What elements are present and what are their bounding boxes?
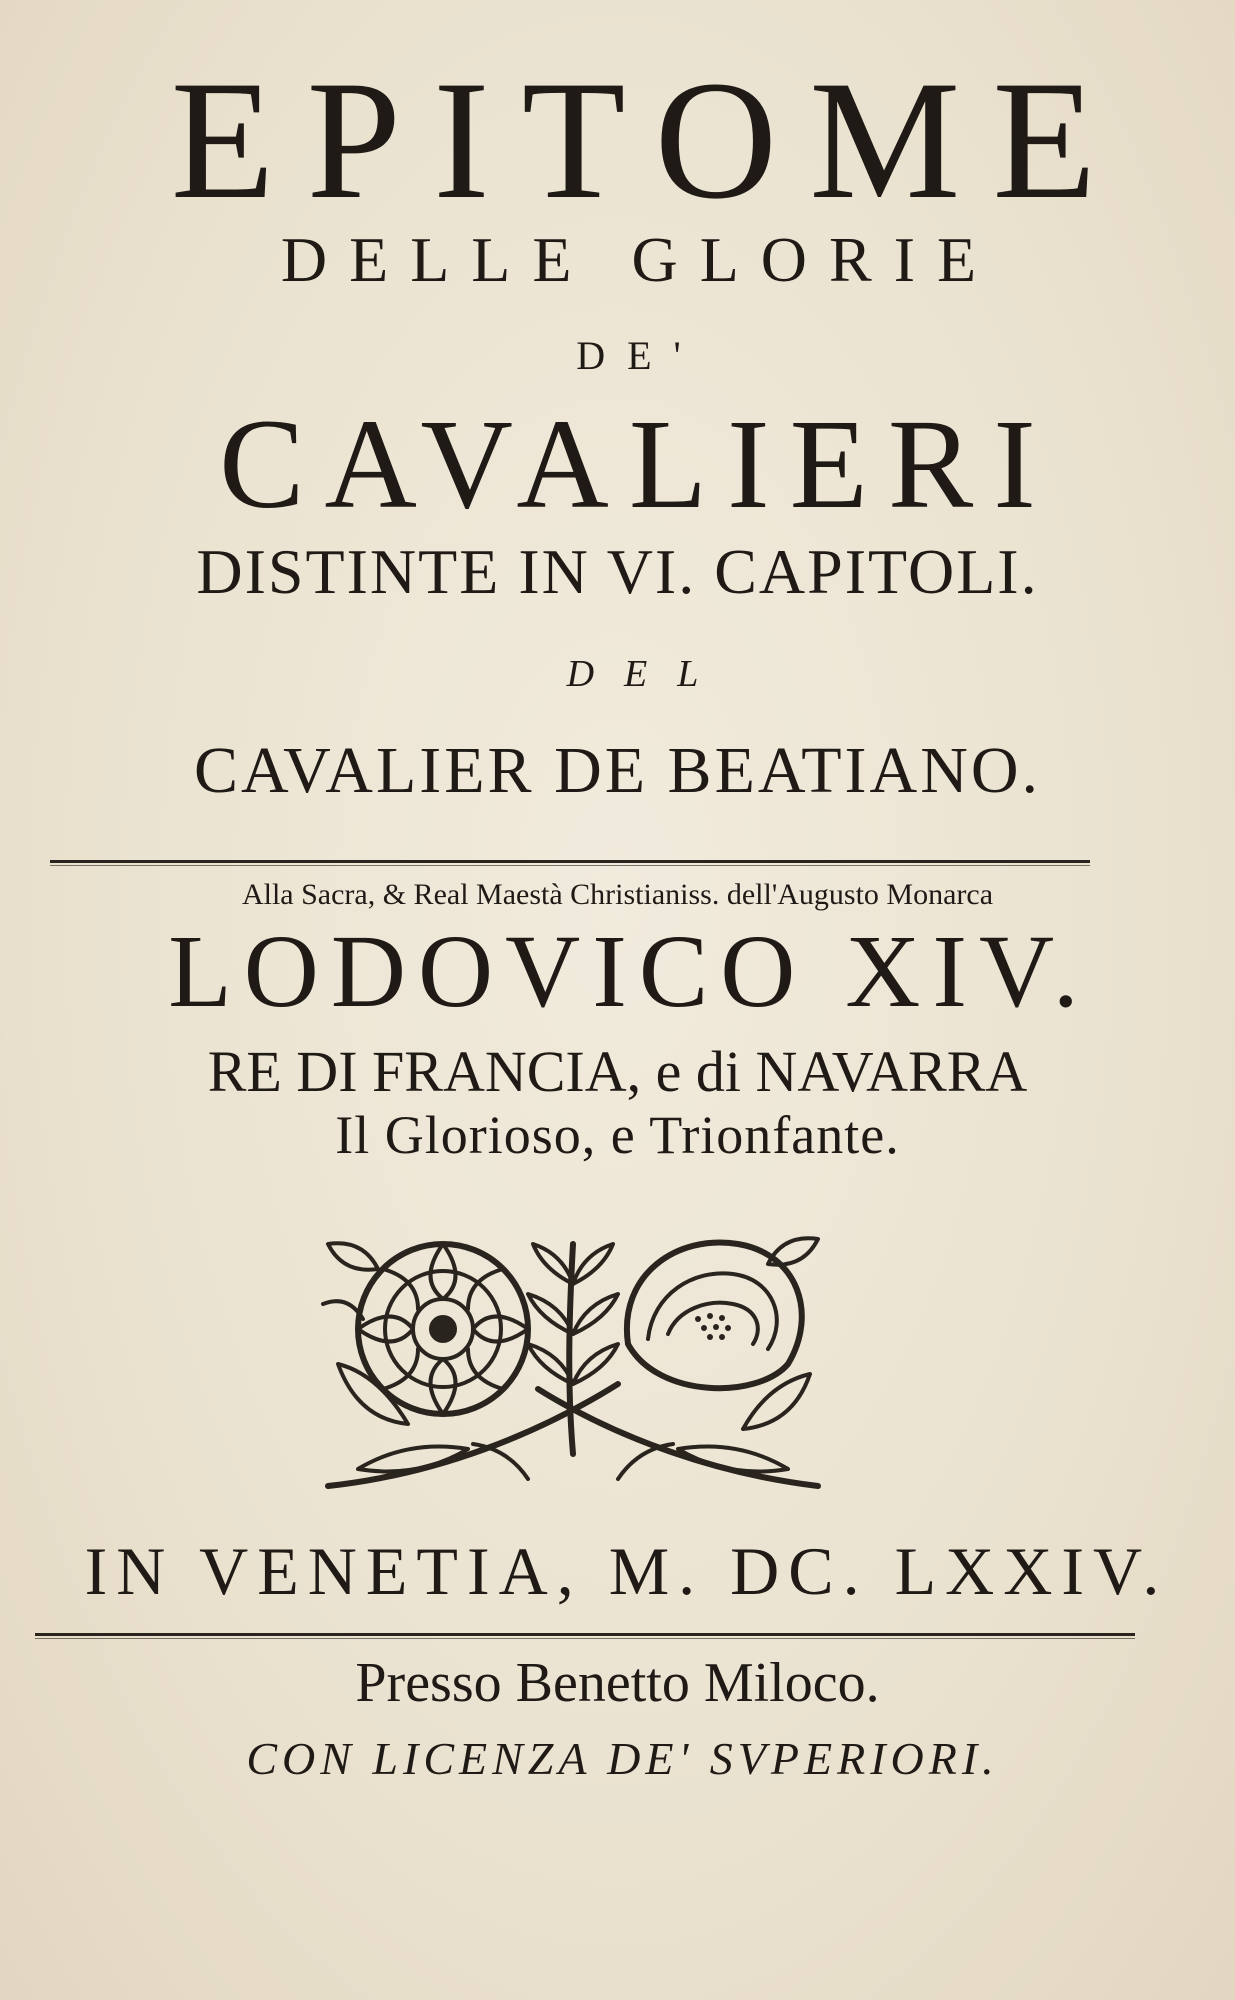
top-rule-divider xyxy=(50,860,1090,863)
license-line: CON LICENZA DE' SVPERIORI. xyxy=(246,1733,999,1784)
floral-woodcut-icon xyxy=(318,1224,830,1504)
monarch-epithet: Il Glorioso, e Trionfante. xyxy=(335,1105,900,1165)
place-and-date: IN VENETIA, M. DC. LXXIV. xyxy=(84,1533,1169,1609)
title-line-delle-glorie: DELLE GLORIE xyxy=(280,224,999,295)
title-line-de: DE' xyxy=(576,333,703,378)
monarch-name: LODOVICO XIV. xyxy=(168,914,1091,1029)
title-line-del: DEL xyxy=(566,653,729,695)
printer-line: Presso Benetto Miloco. xyxy=(355,1652,880,1714)
top-rule-divider-thin xyxy=(50,865,1090,866)
bottom-rule-divider-thin xyxy=(35,1638,1135,1639)
book-title: EPITOME xyxy=(170,46,1129,234)
monarch-title: RE DI FRANCIA, e di NAVARRA xyxy=(207,1039,1028,1104)
title-line-distinte: DISTINTE IN VI. CAPITOLI. xyxy=(196,536,1039,607)
bottom-rule-divider xyxy=(35,1633,1135,1636)
dedication-intro: Alla Sacra, & Real Maestà Christianiss. dell'Augusto Monarca xyxy=(241,878,994,911)
author-line: CAVALIER DE BEATIANO. xyxy=(193,734,1042,807)
title-line-cavalieri: CAVALIERI xyxy=(219,393,1056,535)
